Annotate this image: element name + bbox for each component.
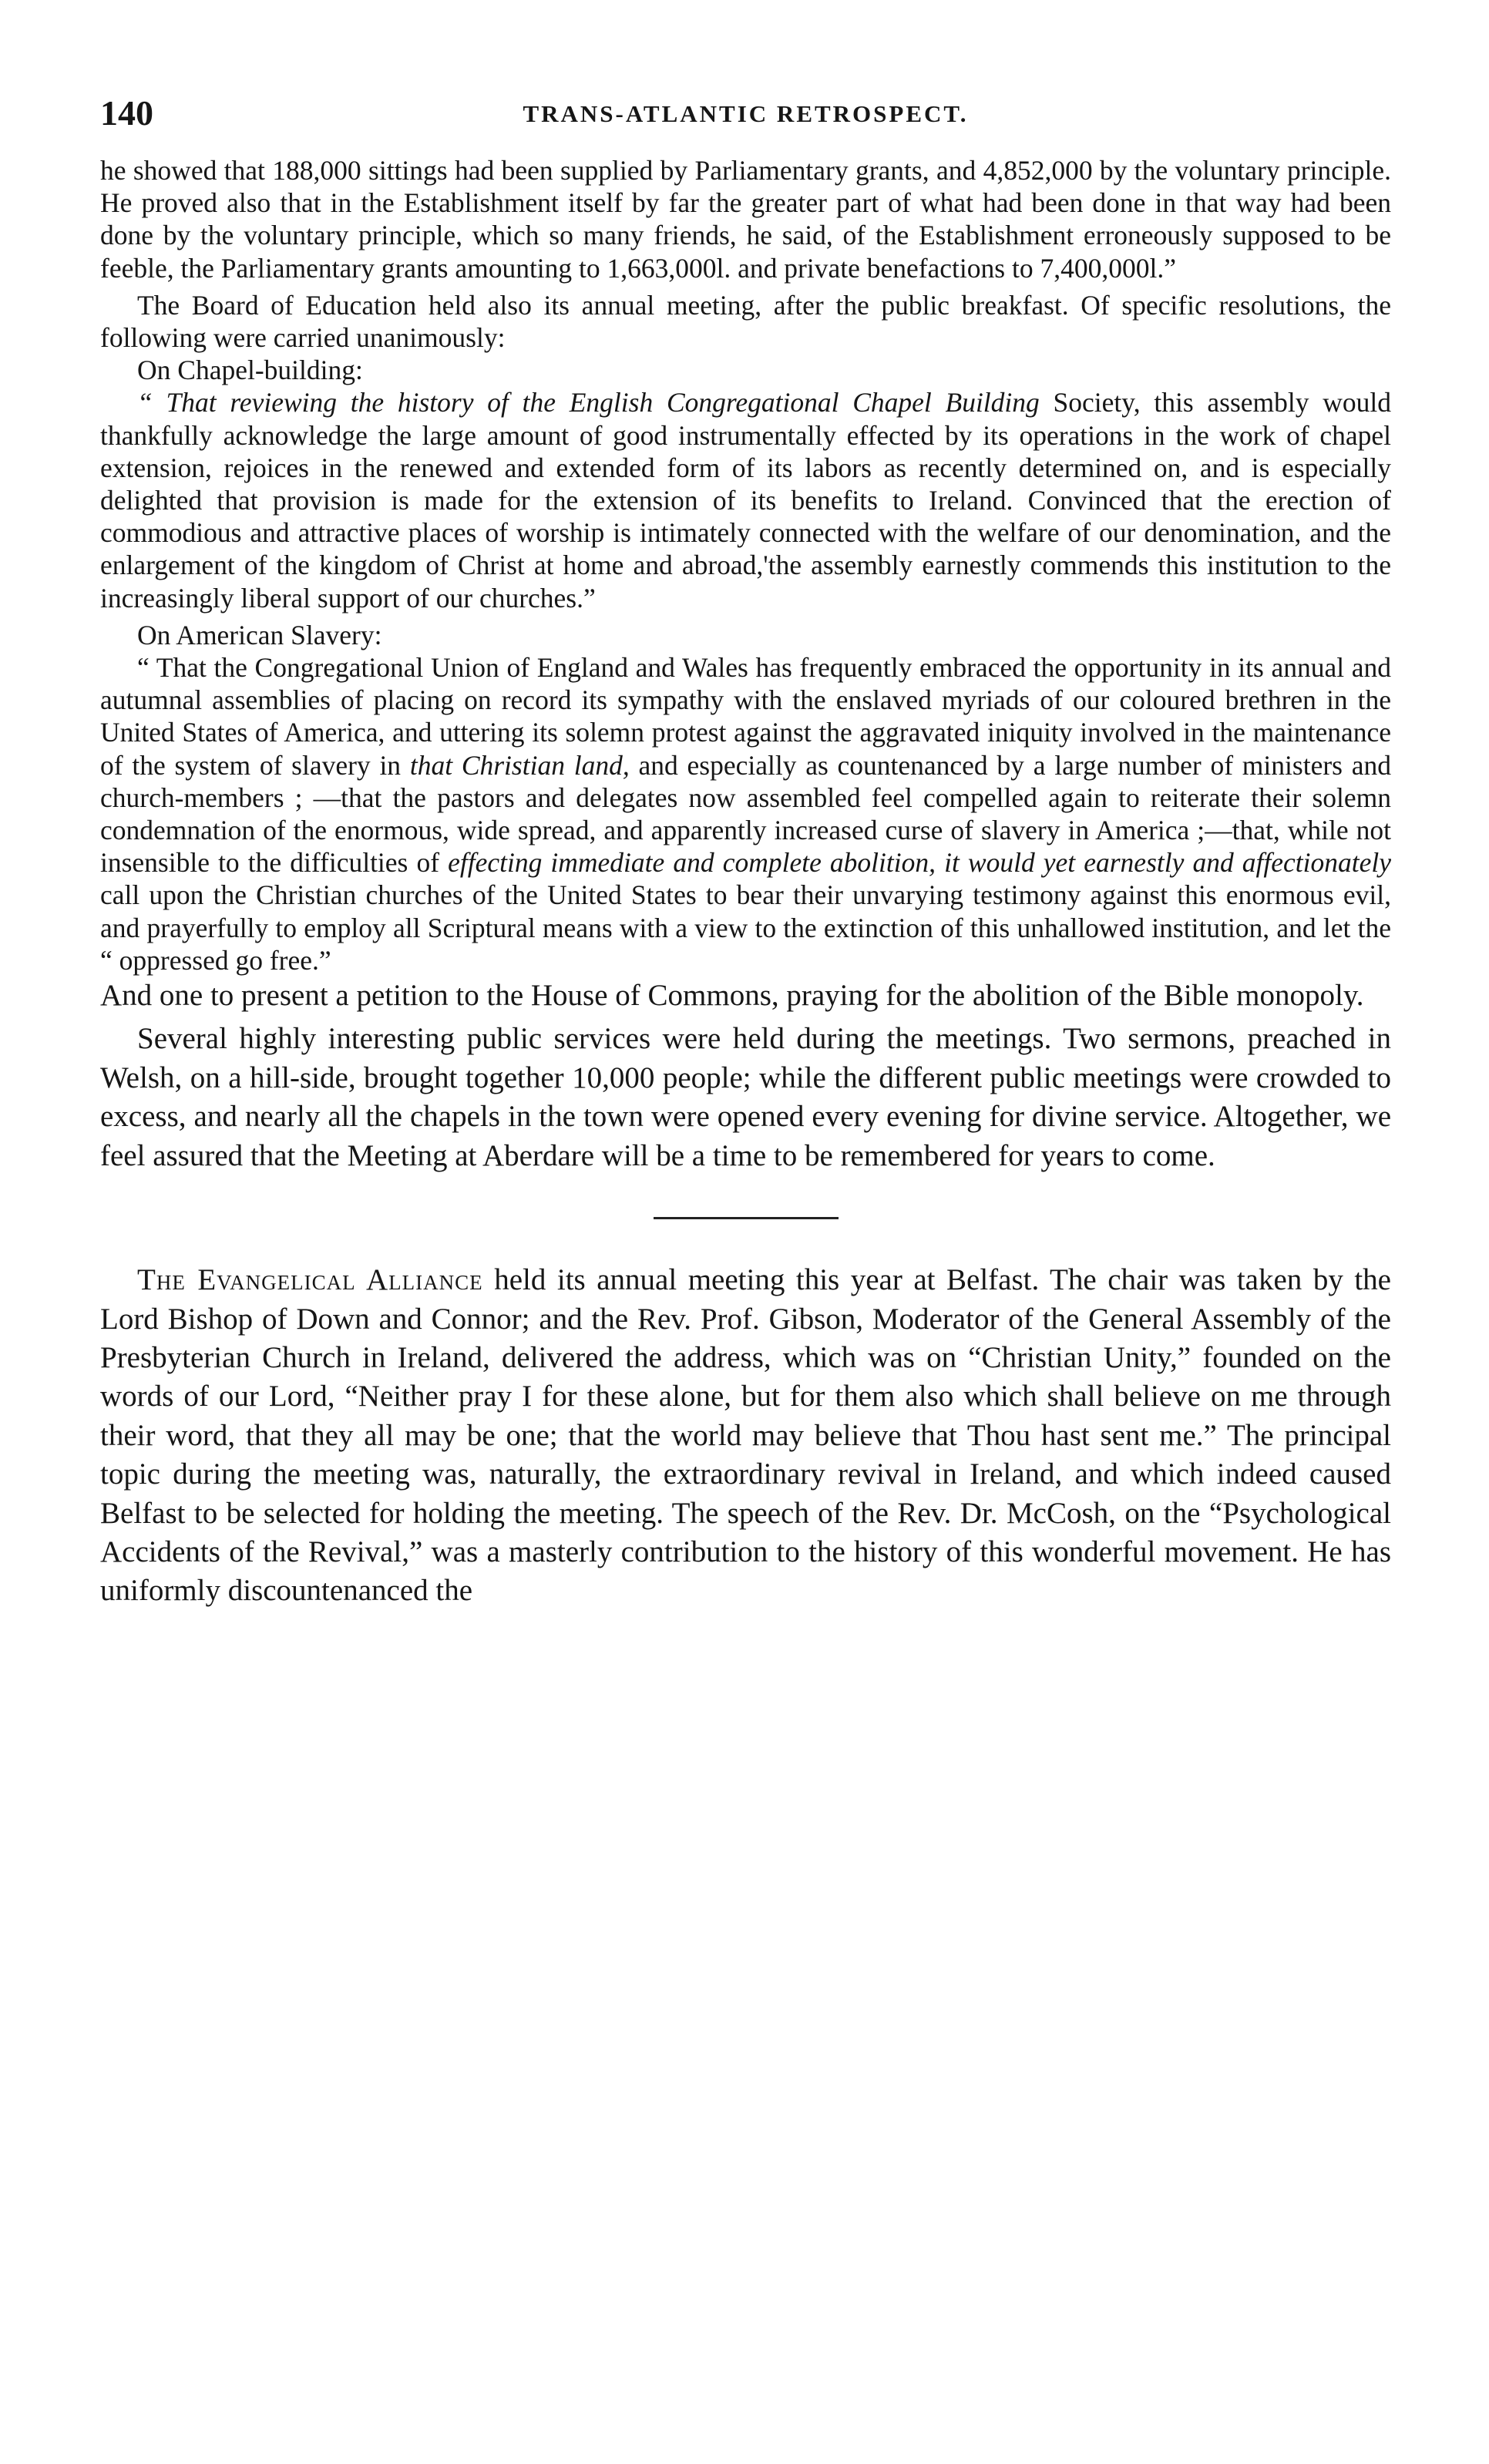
running-title: TRANS-ATLANTIC RETROSPECT. xyxy=(523,100,969,127)
resolution-chapel-text: Society, this assembly would thankfully acknowledge the large amount of good instrumentally effected by its operations in the work of chapel extension, rejoices in the renewed and extended form of its labors as recently determined on, and is especially delighted that provision is made for the extension of its benefits to Ireland. Convinced that the erection of commodious and attractive places of worship is intimately connected with the welfare of our denomination, and the enlargement of the kingdom of Christ at home and abroad,'the assembly earnestly commends this institution to the increasingly liberal support of our churches.” xyxy=(100,387,1392,613)
heading-chapel-building: On Chapel-building: xyxy=(137,355,363,386)
resolution-american-slavery xyxy=(100,651,1391,977)
paragraph-public-services: Several highly interesting public services were held during the meetings. Two sermons, preached in Welsh, on a hill-side, brought together 10,000 people; while the different public meetings were crowded to excess, and nearly all the chapels in the town were opened every evening for divine service. Altogether, we feel assured that the Meeting at Aberdare will be a time to be remembered for years to come. xyxy=(100,1022,1391,1172)
resolution-chapel-italic: “ That reviewing the history of the English Congregational Chapel Building xyxy=(137,387,1040,419)
resolution-slavery-text-b: and especially as countenanced by a large number of ministers and church-members ; —that the pastors and delegates now assembled feel compelled again to reiterate their solemn condemnation of the enormous, wide spread, and apparently increased curse of slavery in America ;—that, while not insensible to the difficulties of xyxy=(100,749,1391,879)
alliance-text: held its annual meeting this year at Belfast. The chair was taken by the Lord Bishop of Down and Connor; and the Rev. Prof. Gibson, Moderator of the General Assembly of the Presbyterian Church in Ireland, delivered the address, which was on “Christian Unity,” founded on the words of our Lord, “Neither pray I for these alone, but for them also which shall believe on me through their word, that they all may be one; that the world may believe that Thou hast sent me.” The principal topic during the meeting was, naturally, the extraordinary revival in Ireland, and which indeed caused Belfast to be selected for holding the meeting. The speech of the Rev. Dr. McCosh, on the “Psychological Accidents of the Revival,” was a masterly contribution to the history of this wonderful movement. He has uniformly discountenanced the xyxy=(100,1263,1391,1608)
paragraph-sittings: he showed that 188,000 sittings had been supplied by Parliamentary grants, and 4,852,000 by the voluntary principle. He proved also that in the Establishment itself by far the greater part of what had been done in that way had been done by the voluntary principle, which so many friends, he said, of the Establishment erroneously supposed to be feeble, the Parliamentary grants amounting to 1,663,000l. and private benefactions to 7,400,000l.” xyxy=(100,155,1391,284)
book-page xyxy=(100,92,1391,1611)
page-header xyxy=(100,92,1391,154)
paragraph-evangelical-alliance xyxy=(100,1261,1391,1611)
paragraph-board-of-education: The Board of Education held also its annual meeting, after the public breakfast. Of specific resolutions, the following were carried unanimously: xyxy=(100,289,1391,354)
heading-american-slavery: On American Slavery: xyxy=(137,619,382,650)
section-divider xyxy=(654,1217,839,1219)
resolution-slavery-italic-2: effecting immediate and complete abolition, it would yet earnestly and affectionately xyxy=(448,847,1391,879)
resolution-slavery-italic-1: that Christian land, xyxy=(409,749,630,781)
page-number: 140 xyxy=(100,93,153,133)
resolution-slavery-text-a: “ That the Congregational Union of England and Wales has frequently embraced the opportunity in its annual and autumnal assemblies of placing on record its sympathy with the enslaved myriads of our coloured brethren in the United States of America, and uttering its solemn protest against the aggravated iniquity involved in the maintenance of the system of slavery in xyxy=(100,652,1391,781)
resolution-chapel-building xyxy=(100,386,1391,613)
alliance-lead-smallcaps: The Evangelical Alliance xyxy=(137,1263,483,1297)
paragraph-petition: And one to present a petition to the House of Commons, praying for the abolition of the Bible monopoly. xyxy=(100,979,1364,1013)
resolution-slavery-text-c: call upon the Christian churches of the United States to bear their unvarying testimony against this enormous evil, and prayerfully to employ all Scriptural means with a view to the extinction of this unhallowed institution, and let the “ oppressed go free.” xyxy=(100,879,1391,976)
